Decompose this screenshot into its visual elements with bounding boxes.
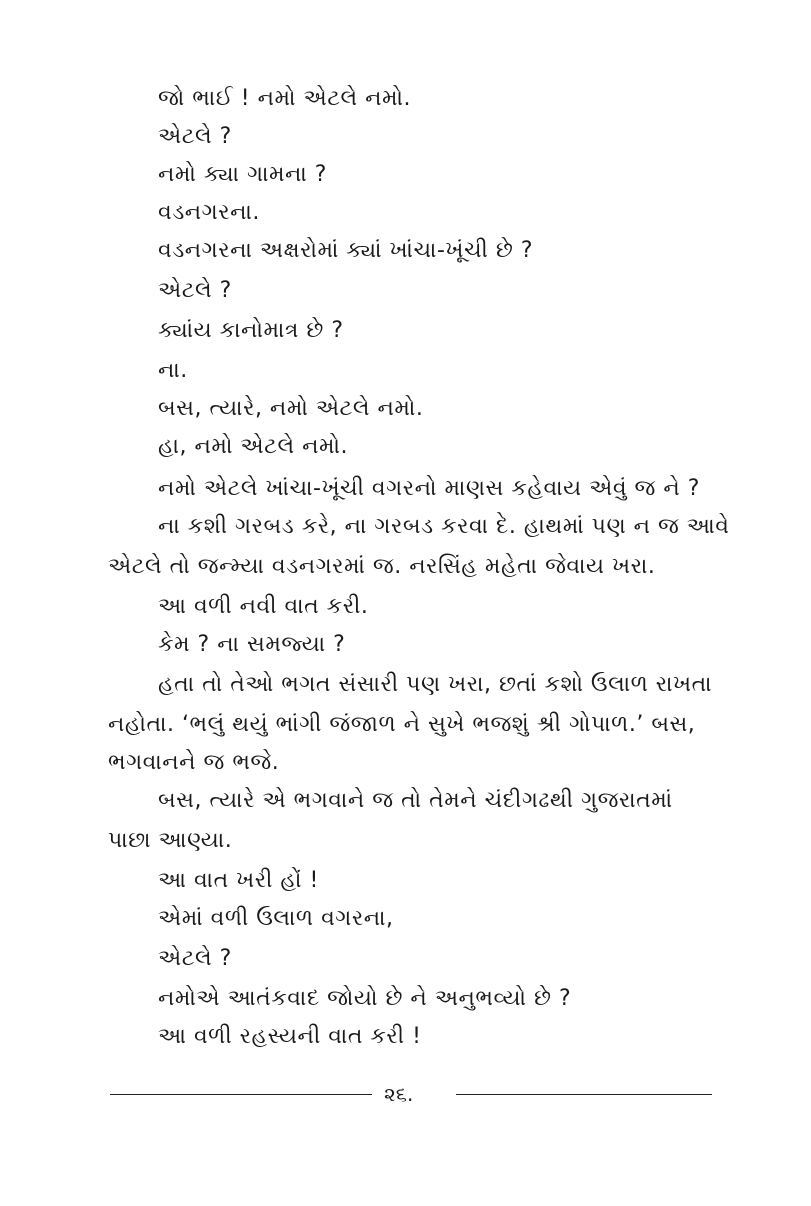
text-line: નહોતા. ‘ભલું થયું ભાંગી જંજાળ ને સુખે ભજશું શ્રી ગોપાળ.’ બસ,: [108, 712, 696, 737]
text-line: ના.: [158, 358, 188, 383]
text-line: બસ, ત્યારે એ ભગવાને જ તો તેમને ચંદીગઢથી ગુજરાતમાં: [158, 788, 673, 813]
page-footer: [110, 1080, 710, 1110]
text-line: આ વળી નવી વાત કરી.: [158, 594, 369, 619]
text-line: આ વળી રહસ્યની વાત કરી !: [158, 1024, 422, 1049]
page-number: ૨૬.: [384, 1082, 414, 1106]
text-line: વડનગરના અક્ષરોમાં ક્યાં ખાંચા-ખૂંચી છે ?: [158, 238, 534, 263]
text-line: એમાં વળી ઉલાળ વગરના,: [158, 906, 394, 931]
text-line: ના કશી ગરબડ કરે, ના ગરબડ કરવા દે. હાથમાં પણ ન જ આવે: [158, 514, 730, 539]
text-line: નમો ક્યા ગામના ?: [158, 162, 327, 187]
text-line: ભગવાનને જ ભજે.: [108, 750, 280, 775]
text-line: હા, નમો એટલે નમો.: [158, 434, 348, 459]
text-line: વડનગરના.: [158, 200, 260, 225]
text-line: નમોએ આતંકવાદ જોયો છે ને અનુભવ્યો છે ?: [158, 986, 572, 1011]
text-line: એટલે ?: [158, 946, 232, 971]
text-line: ક્યાંય કાનોમાત્ર છે ?: [158, 318, 344, 343]
text-line: એટલે તો જન્મ્યા વડનગરમાં જ. નરસિંહ મહેતા જેવાય ખરા.: [108, 554, 656, 579]
text-line: એટલે ?: [158, 124, 232, 149]
text-line: એટલે ?: [158, 278, 232, 303]
text-line: બસ, ત્યારે, નમો એટલે નમો.: [158, 396, 424, 421]
text-line: આ વાત ખરી હોં !: [158, 868, 319, 893]
text-line: નમો એટલે ખાંચા-ખૂંચી વગરનો માણસ કહેવાય એવું જ ને ?: [158, 476, 700, 501]
footer-rule-left: [110, 1094, 372, 1095]
text-line: જો ભાઈ ! નમો એટલે નમો.: [158, 86, 412, 111]
text-line: પાછા આણ્યા.: [108, 828, 233, 853]
footer-rule-right: [456, 1094, 712, 1095]
text-line: હતા તો તેઓ ભગત સંસારી પણ ખરા, છતાં કશો ઉલાળ રાખતા: [158, 672, 713, 697]
text-line: કેમ ? ના સમજ્યા ?: [158, 632, 346, 657]
